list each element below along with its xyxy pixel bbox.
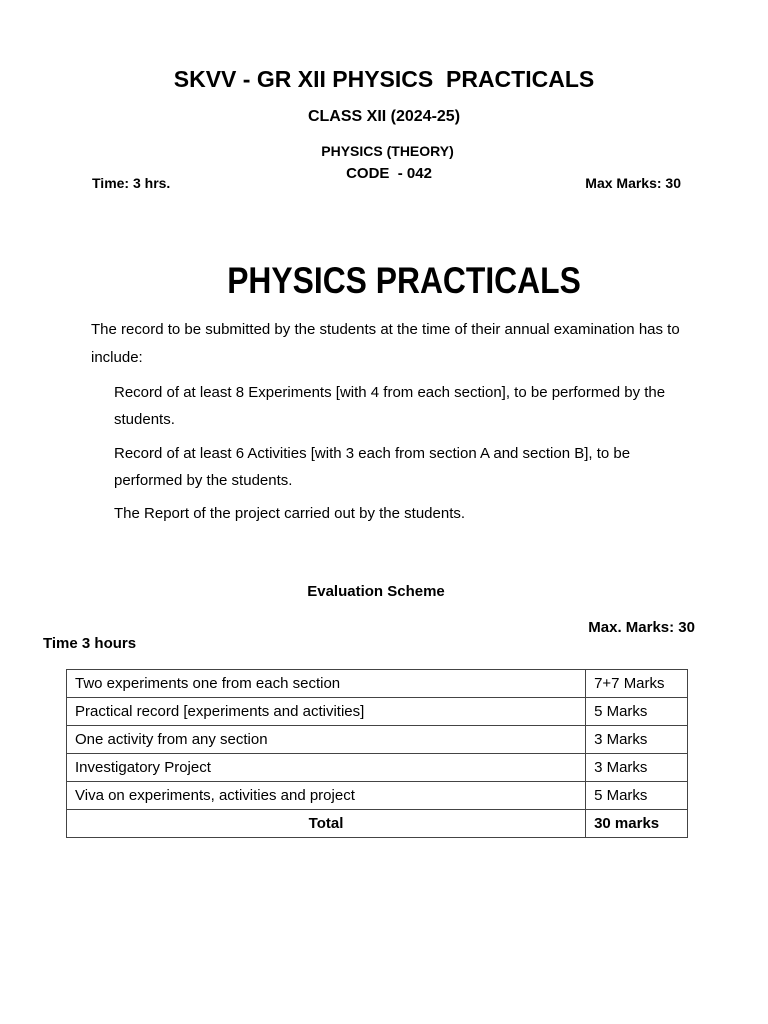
total-label: Total bbox=[67, 810, 586, 838]
table-cell-marks: 5 Marks bbox=[586, 782, 688, 810]
record-item-experiments: Record of at least 8 Experiments [with 4 from each section], to be performed by the students. bbox=[114, 384, 666, 428]
class-line: CLASS XII (2024-25) bbox=[307, 108, 461, 125]
intro-paragraph: The record to be submitted by the students at the time of their annual examination has to include: bbox=[91, 321, 680, 366]
table-cell-marks: 7+7 Marks bbox=[586, 670, 688, 698]
table-cell-item: Viva on experiments, activities and project bbox=[67, 782, 586, 810]
subject-line: PHYSICS (THEORY) bbox=[321, 143, 454, 159]
table-total-row bbox=[67, 810, 688, 838]
table-cell-marks: 3 Marks bbox=[586, 754, 688, 782]
subject-code: CODE - 042 bbox=[346, 165, 432, 182]
evaluation-table bbox=[66, 669, 688, 838]
table-row bbox=[67, 726, 688, 754]
table-row bbox=[67, 698, 688, 726]
evaluation-time: Time 3 hours bbox=[43, 635, 137, 652]
table-row bbox=[67, 754, 688, 782]
evaluation-title: Evaluation Scheme bbox=[307, 583, 445, 600]
table-cell-item: Two experiments one from each section bbox=[67, 670, 586, 698]
max-marks: Max Marks: 30 bbox=[585, 175, 681, 191]
evaluation-max-marks: Max. Marks: 30 bbox=[588, 619, 695, 636]
exam-time: Time: 3 hrs. bbox=[92, 175, 171, 191]
table-row bbox=[67, 670, 688, 698]
section-heading: PHYSICS PRACTICALS bbox=[227, 260, 581, 301]
total-marks: 30 marks bbox=[586, 810, 688, 838]
record-item-activities: Record of at least 6 Activities [with 3 each from section A and section B], to be performed by the students. bbox=[114, 445, 631, 489]
record-item-project: The Report of the project carried out by the students. bbox=[114, 505, 466, 522]
table-cell-item: One activity from any section bbox=[67, 726, 586, 754]
table-cell-marks: 5 Marks bbox=[586, 698, 688, 726]
table-cell-item: Practical record [experiments and activities] bbox=[67, 698, 586, 726]
table-cell-marks: 3 Marks bbox=[586, 726, 688, 754]
table-row bbox=[67, 782, 688, 810]
table-cell-item: Investigatory Project bbox=[67, 754, 586, 782]
document-title: SKVV - GR XII PHYSICS PRACTICALS bbox=[173, 66, 595, 92]
